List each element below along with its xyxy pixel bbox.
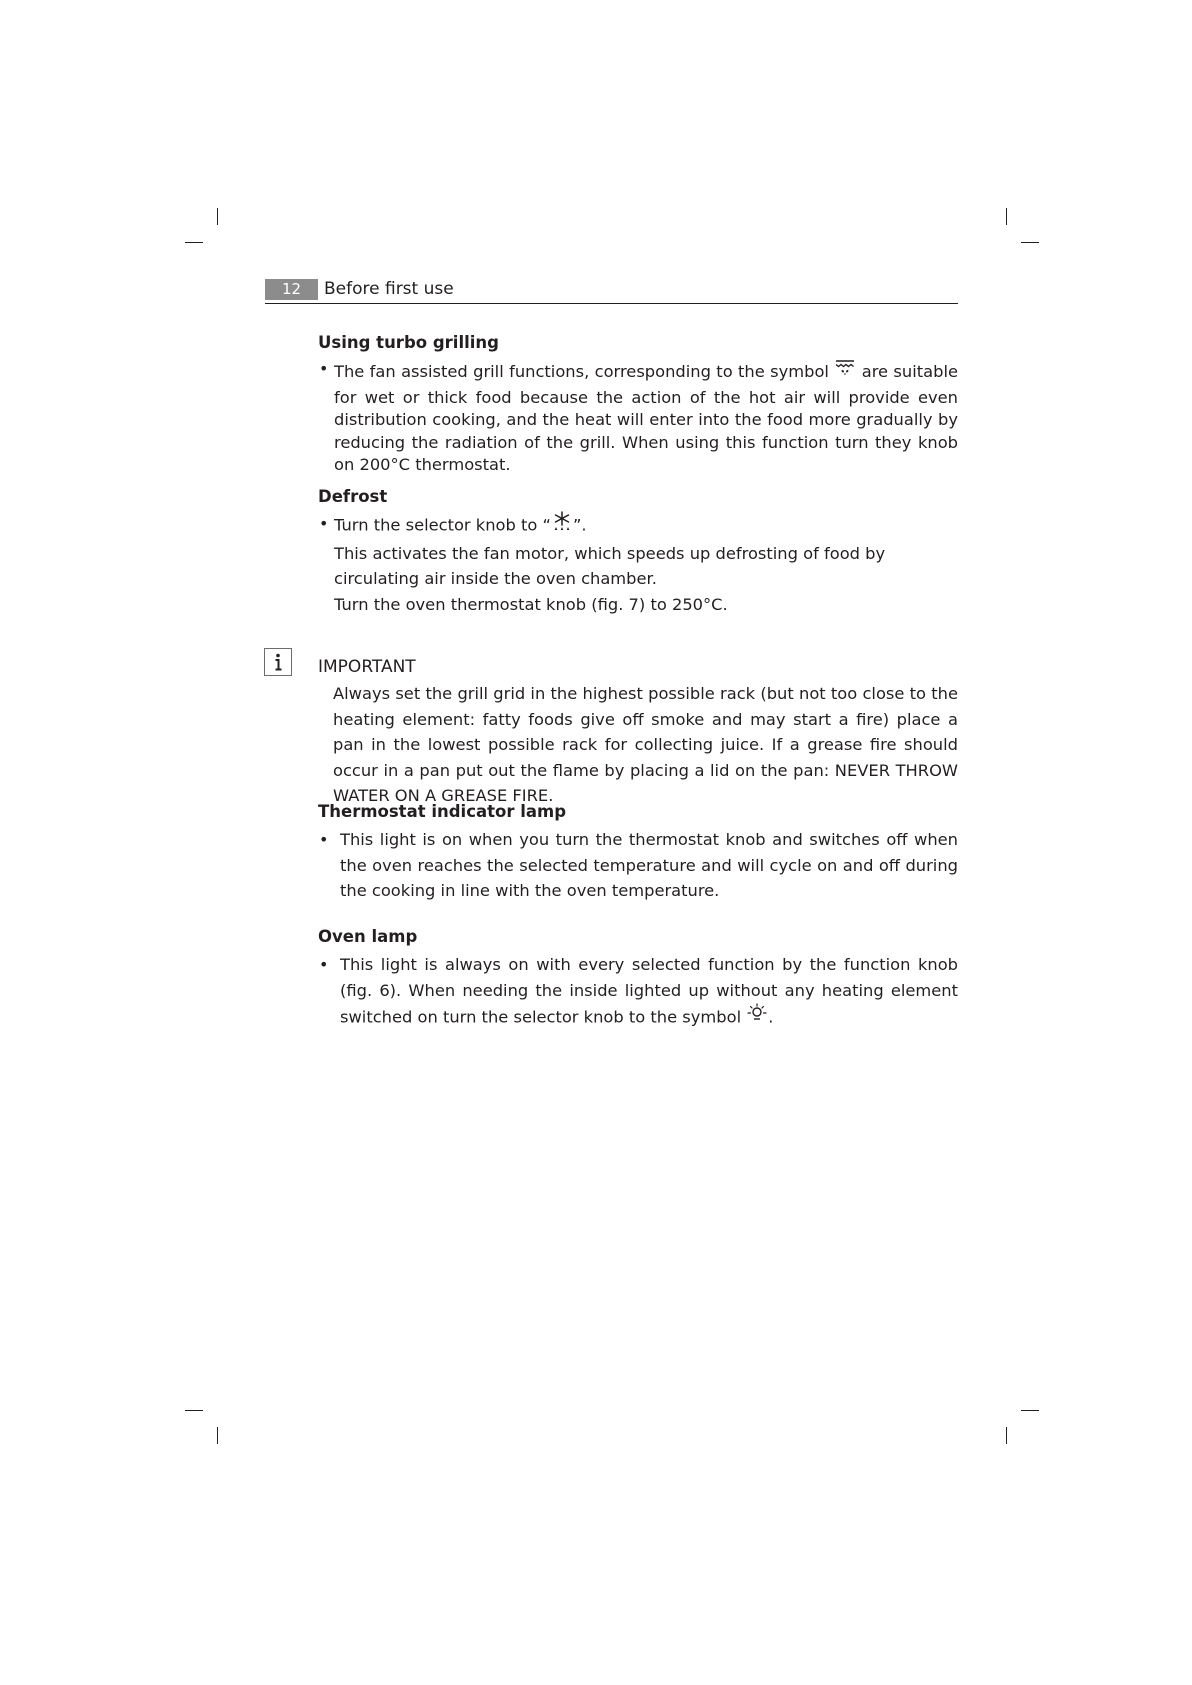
thermostat-lamp-bullet	[318, 827, 958, 904]
defrost-bullet	[318, 511, 958, 617]
oven-lamp-text-before: This light is always on with every selected function by the function knob (fig. 6). When needing the inside lighted up without any heating element switched on turn the selector knob to the symbol	[340, 955, 958, 1027]
oven-lamp-bullet	[318, 952, 958, 1033]
crop-mark-bottom-left-horizontal	[185, 1410, 203, 1411]
crop-mark-top-left-vertical	[217, 208, 218, 225]
defrost-line-1	[334, 511, 958, 541]
turbo-grilling-section	[318, 332, 958, 477]
oven-lamp-text	[340, 952, 958, 1033]
turbo-text-after: are suitable for wet or thick food because the action of the hot air will provide even distribution cooking, and the heat will enter into the food more gradually by reducing the radiation of the grill. When using this function turn they knob on 200°C thermostat.	[334, 361, 958, 474]
oven-lamp-section	[318, 926, 958, 1033]
bullet-dot: •	[319, 955, 329, 974]
oven-lamp-heading: Oven lamp	[318, 927, 418, 946]
thermostat-lamp-section	[318, 801, 958, 904]
thermostat-lamp-text: This light is on when you turn the thermostat knob and switches off when the oven reaches the selected temperature and will cycle on and off during the cooking in line with the oven temperature.	[340, 830, 958, 900]
crop-mark-top-right-vertical	[1006, 208, 1007, 225]
crop-mark-bottom-right-vertical	[1006, 1427, 1007, 1444]
defrost-heading: Defrost	[318, 487, 388, 506]
info-icon	[264, 648, 292, 676]
important-text: Always set the grill grid in the highest possible rack (but not too close to the heating element: fatty foods give off smoke and may start a fire) place a pan in the lowest possible rack for collecting juice. If a grease fire should occur in a pan put out the flame by placing a lid on the pan: NEVER THROW WATER ON A GREASE FIRE.	[333, 684, 958, 805]
crop-mark-bottom-right-horizontal	[1021, 1410, 1039, 1411]
important-section	[318, 656, 958, 809]
turbo-text-before: The fan assisted grill functions, corresponding to the symbol	[334, 361, 829, 381]
defrost-icon	[551, 511, 573, 541]
page-header	[265, 277, 958, 304]
lamp-icon	[746, 1003, 768, 1033]
turbo-grill-icon	[834, 358, 856, 387]
turbo-grilling-heading: Using turbo grilling	[318, 333, 499, 352]
section-title: Before first use	[324, 279, 454, 299]
bullet-dot: •	[319, 359, 329, 378]
turbo-grilling-text	[334, 358, 958, 477]
turbo-grilling-bullet	[318, 358, 958, 477]
defrost-line-3: Turn the oven thermostat knob (fig. 7) to 250°C.	[334, 594, 728, 614]
defrost-section	[318, 486, 958, 617]
crop-mark-top-left-horizontal	[185, 242, 203, 243]
important-heading: IMPORTANT	[318, 657, 416, 677]
crop-mark-top-right-horizontal	[1021, 242, 1039, 243]
defrost-line-1-before: Turn the selector knob to “	[334, 515, 551, 535]
thermostat-lamp-heading: Thermostat indicator lamp	[318, 802, 567, 821]
defrost-line-2: This activates the fan motor, which speeds up defrosting of food by circulating air inside the oven chamber.	[334, 543, 886, 588]
defrost-line-1-after: ”.	[572, 515, 587, 535]
crop-mark-bottom-left-vertical	[217, 1427, 218, 1444]
page-number: 12	[265, 279, 318, 300]
oven-lamp-text-after: .	[768, 1007, 774, 1027]
bullet-dot: •	[319, 514, 329, 533]
bullet-dot: •	[319, 830, 329, 849]
